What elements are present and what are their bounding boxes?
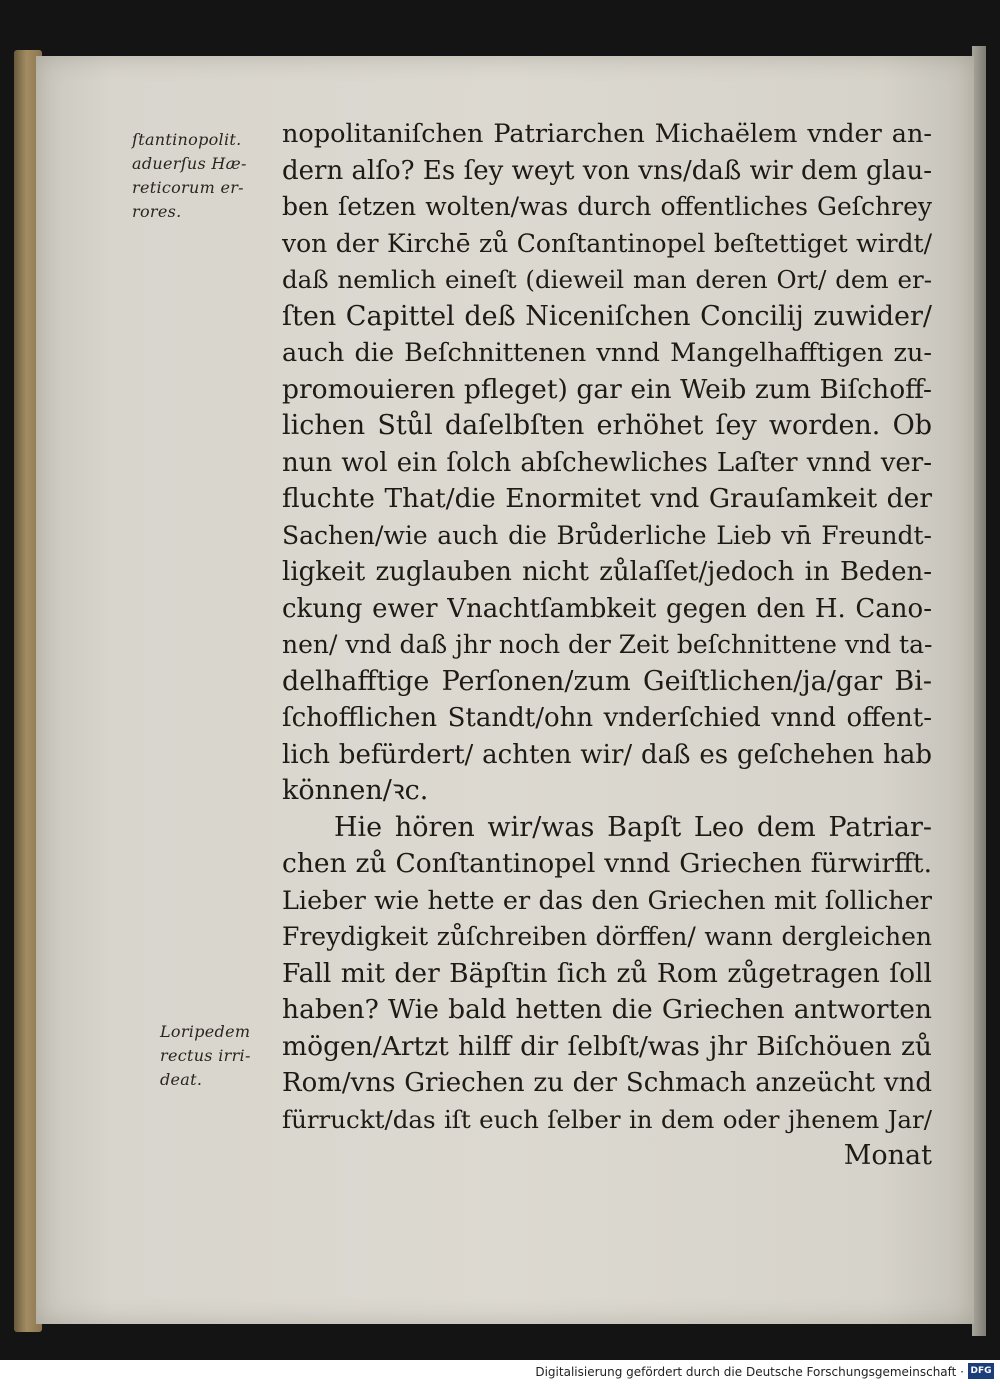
text-line: nun wol ein ſolch abſchewliches Laſter vnnd ver- [282,447,932,478]
text-line: daß nemlich eineſt (dieweil man deren Ort/ dem er- [282,265,932,294]
text-line: haben? Wie bald hetten die Griechen antworten [282,994,932,1025]
text-line: ſchofflichen Standt/ohn vnderſchied vnnd offent- [282,703,932,733]
text-line: delhafftige Perſonen/zum Geiſtlichen/ja/gar Bi- [282,665,932,697]
body-text [282,116,932,1175]
text-line: fluchte That/die Enormitet vnd Grauſamkeit der [282,483,932,514]
text-line: promouieren pfleget) gar ein Weib zum Biſchoff- [282,373,932,405]
text-line: ben ſetzen wolten/was durch offentliches Geſchrey [282,192,932,221]
text-line: Rom/vns Griechen zu der Schmach anzeücht vnd [282,1068,932,1098]
marginal-note-1 [132,128,272,224]
text-line: ſten Capittel deß Niceniſchen Concilij zuwider/ [282,300,932,332]
text-line: Fall mit der Bäpſtin ſich zů Rom zůgetragen ſoll [282,957,932,989]
text-line: können/ꝛc. [282,775,429,806]
marginal-note-2 [160,1020,270,1092]
text-line: Freydigkeit zůſchreiben dörffen/ wann dergleichen [282,922,932,951]
text-line: nen/ vnd daß jhr noch der Zeit beſchnittene vnd ta- [282,630,933,659]
text-line: mögen/Artzt hilff dir ſelbſt/was jhr Biſchöuen zů [282,1030,932,1062]
text-line: Lieber wie hette er das den Griechen mit ſollicher [282,885,932,916]
marginal-note-line: rores. [132,202,182,221]
text-line: ckung ewer Vnachtſambkeit gegen den H. Cano- [282,593,932,624]
text-line: chen zů Conſtantinopel vnnd Griechen fürwirfft. [282,848,932,879]
marginal-note-line: Loripedem [160,1022,251,1041]
text-line: Sachen/wie auch die Brůderliche Lieb vn̄ Freundt- [282,520,932,550]
catchword: Monat [843,1140,932,1171]
text-line: nopolitaniſchen Patriarchen Michaëlem vnder an- [282,119,932,149]
marginal-note-line: aduerſus Hæ- [132,154,247,173]
text-line: lich befürdert/ achten wir/ daß es geſchehen hab [282,739,932,770]
text-line: lichen Stůl daſelbſten erhöhet ſey worden. Ob [282,410,932,441]
page-stack-edge [972,46,986,1336]
text-line: von der Kirchē zů Conſtantinopel beſtettiget wirdt/ [282,228,932,258]
funding-credit: Digitalisierung gefördert durch die Deutsche Forschungsgemeinschaft · [535,1365,964,1379]
marginal-note-line: reticorum er- [132,178,244,197]
footer-bar [0,1360,1000,1384]
text-line: auch die Beſchnittenen vnnd Mangelhafftigen zu- [282,338,932,368]
dfg-logo: DFG [968,1363,994,1379]
text-line: dern alſo? Es ſey weyt von vns/daß wir dem glau- [282,155,932,186]
marginal-note-line: rectus irri- [160,1046,251,1065]
text-line: fürruckt/das iſt euch ſelber in dem oder jhenem Jar/ [282,1104,932,1134]
text-line: Hie hören wir/was Bapſt Leo dem Patriar- [334,811,932,843]
text-line: ligkeit zuglauben nicht zůlaſſet/jedoch in Beden- [282,557,932,587]
marginal-note-line: deat. [160,1070,203,1089]
marginal-note-line: ſtantinopolit. [132,130,242,149]
